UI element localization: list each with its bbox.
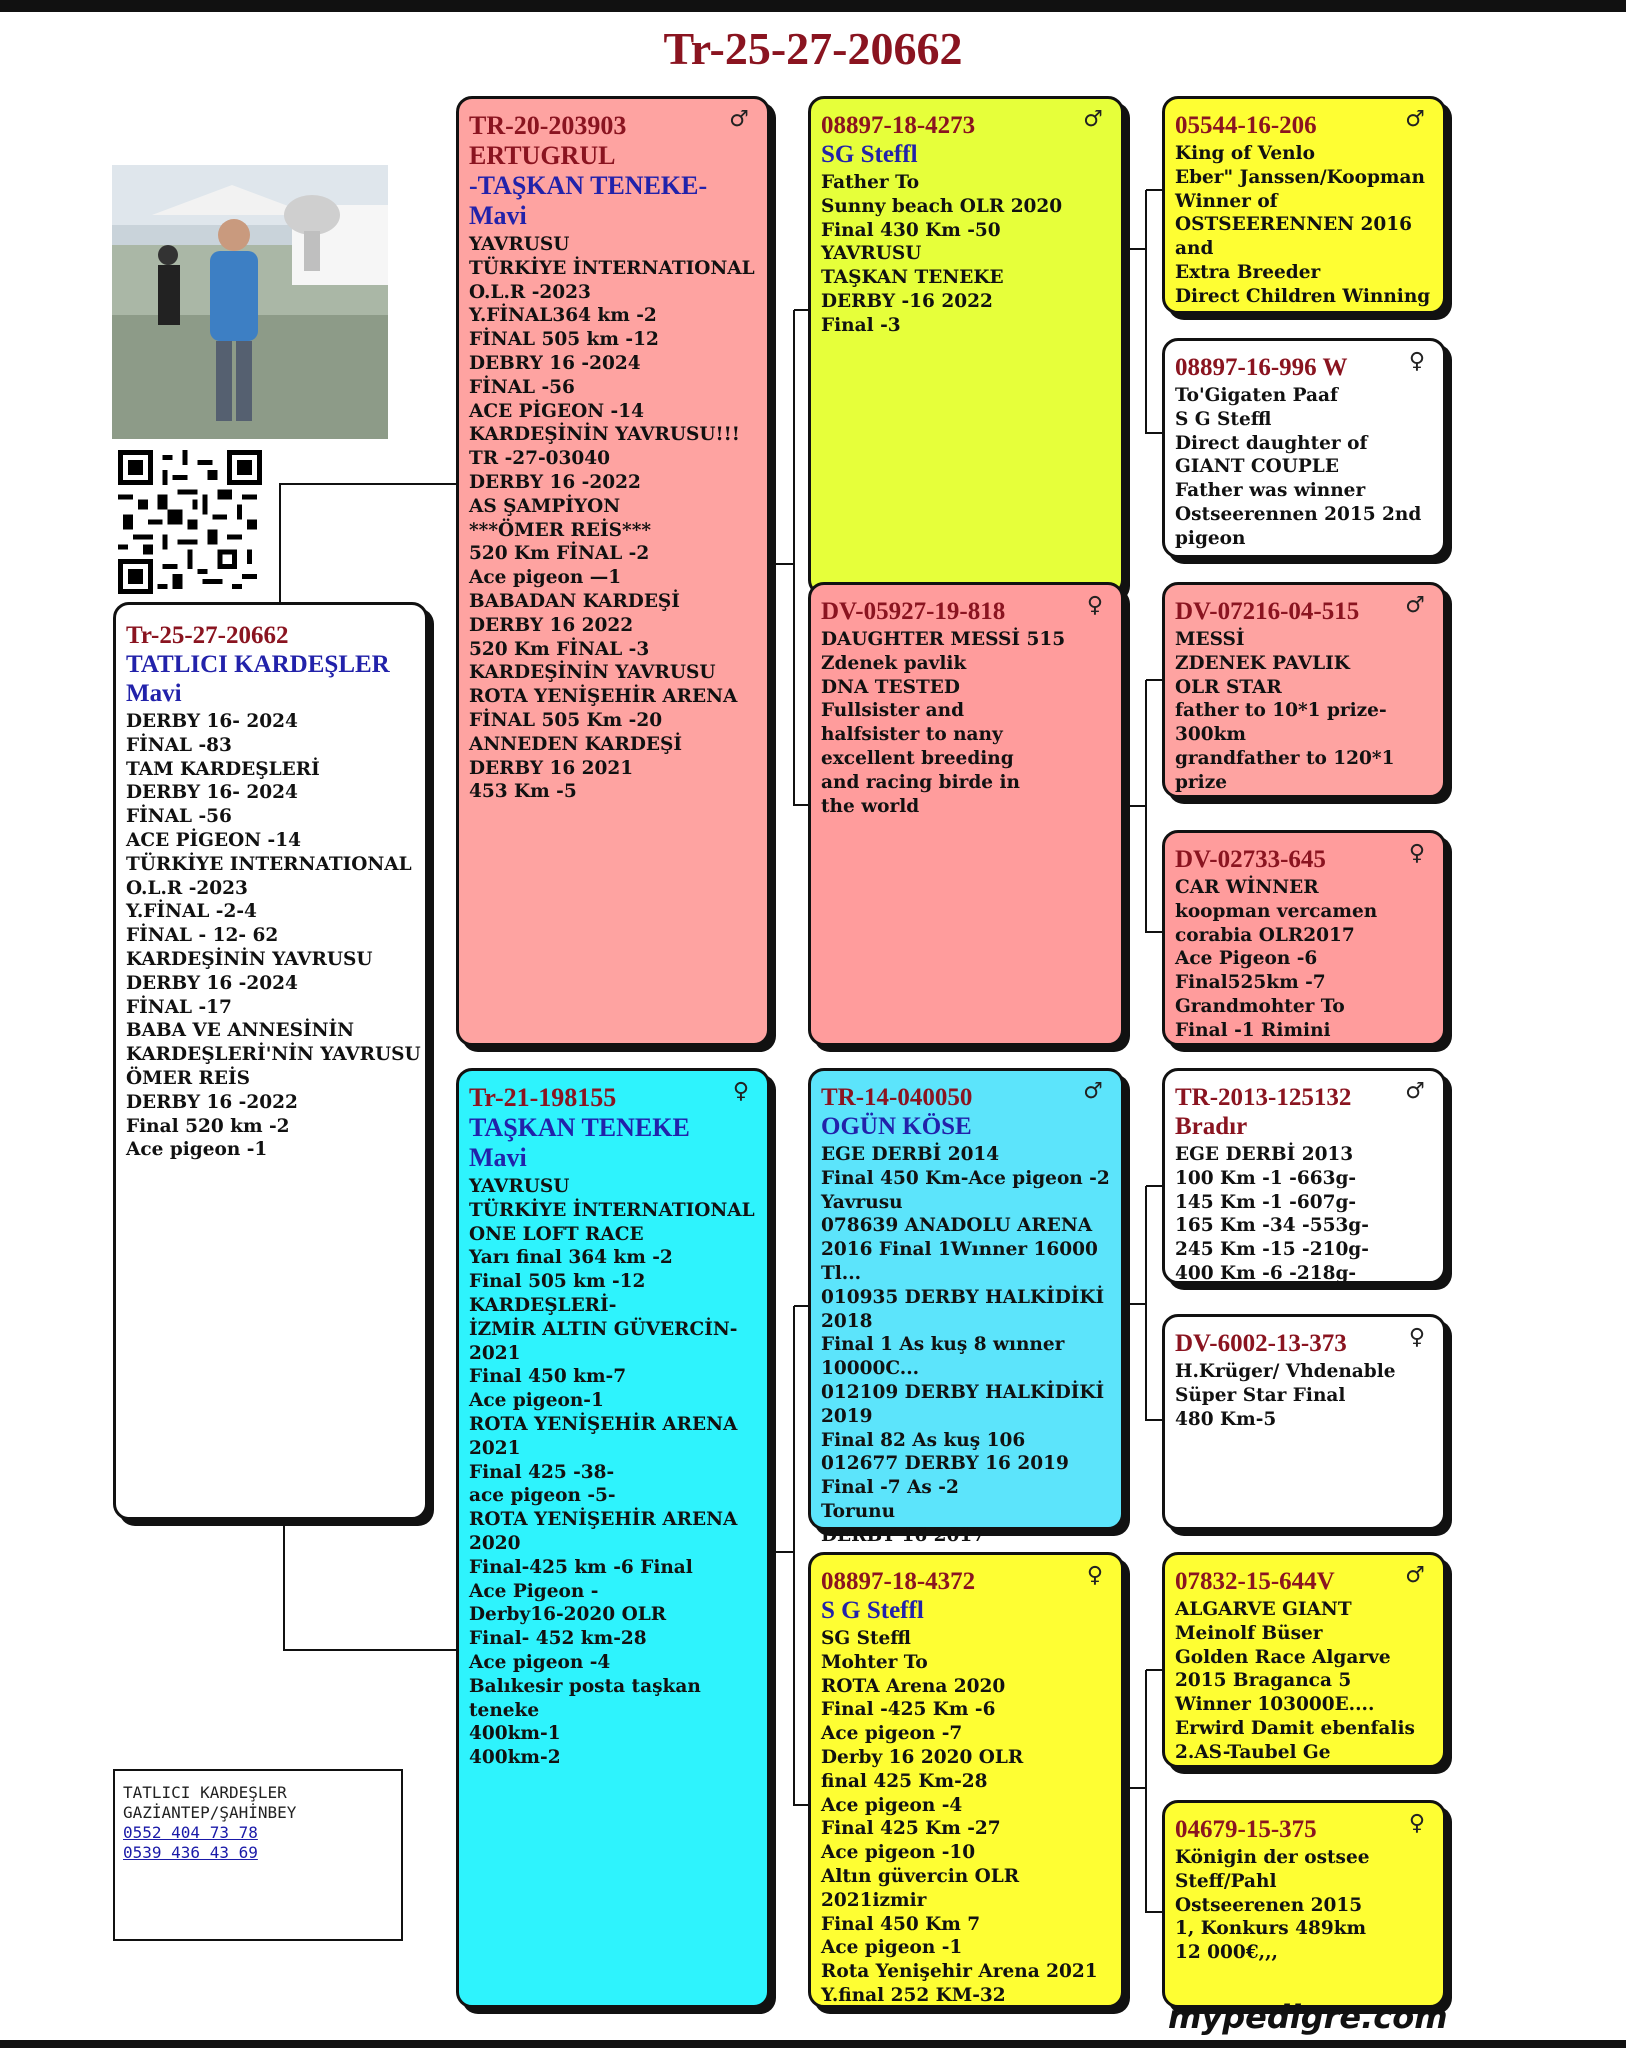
note-line: DEBRY 16 -2024 xyxy=(469,352,641,374)
ddd-card[interactable] xyxy=(1162,1800,1446,2008)
ring-number: 05544-16-206 xyxy=(1175,112,1317,139)
note-line: Steff/Pahl xyxy=(1175,1870,1277,1892)
note-line: ROTA YENİŞEHİR ARENA xyxy=(469,1509,738,1531)
notes xyxy=(1175,142,1433,309)
note-line: prize xyxy=(1175,771,1227,793)
subject-card[interactable] xyxy=(113,602,428,1520)
subject-name: TATLICI KARDEŞLER xyxy=(126,651,390,678)
note-line: OSTSEERENNEN 2016 xyxy=(1175,214,1413,236)
female-icon: ♀ xyxy=(1408,349,1425,374)
note-line: 400km-2 xyxy=(469,1747,561,1769)
note-line: MESSİ xyxy=(1175,629,1245,650)
note-line: ANNEDEN KARDEŞİ xyxy=(469,733,682,755)
note-line: Ace Pigeon -6 xyxy=(1175,948,1318,970)
note-line: Y.final 252 KM-32 xyxy=(821,1984,1006,2006)
note-line: Ace Pigeon - xyxy=(469,1580,599,1602)
note-line: corabia OLR2017 xyxy=(1175,924,1355,946)
note-line: DERBY 16 2017 xyxy=(821,1524,986,1546)
note-line: Derby 16 2020 OLR xyxy=(821,1746,1024,1768)
note-line: Y.FİNAL364 km -2 xyxy=(469,305,657,327)
note-line: KARDEŞİNİN YAVRUSU!!! xyxy=(469,424,740,446)
note-line: 2019 xyxy=(821,1405,873,1427)
notes xyxy=(1175,1143,1433,1286)
note-line: pigeon xyxy=(1175,527,1246,549)
bird-name: Bradır xyxy=(1175,1113,1248,1140)
note-line: DERBY -16 2022 xyxy=(821,290,993,312)
qr-code xyxy=(118,450,262,594)
female-icon: ♀ xyxy=(1408,1325,1425,1350)
note-line: Father To xyxy=(821,172,920,193)
note-line: teneke xyxy=(469,1699,540,1721)
note-line: DERBY 16- 2024 xyxy=(126,782,298,804)
note-line: ONE LOFT RACE xyxy=(469,1223,644,1245)
note-line: 010935 DERBY HALKİDİKİ xyxy=(821,1286,1105,1308)
bird-name: S G Steffl xyxy=(821,1597,924,1624)
note-line: 100 Km -1 -663g- xyxy=(1175,1167,1357,1189)
page-title: Tr-25-27-20662 xyxy=(663,23,963,74)
owner-name: TATLICI KARDEŞLER xyxy=(123,1783,287,1802)
note-line: FİNAL 505 Km -20 xyxy=(469,709,663,731)
ring-number: 07832-15-644V xyxy=(1175,1568,1335,1595)
dss-card[interactable] xyxy=(1162,1068,1446,1284)
dam-card[interactable] xyxy=(456,1068,770,2008)
notes xyxy=(1175,1598,1433,1765)
note-line: and xyxy=(1175,238,1214,260)
ring-number: DV-05927-19-818 xyxy=(821,598,1006,625)
note-line: 1, Konkurs 489km xyxy=(1175,1918,1367,1940)
note-line: Sunny beach OLR 2020 xyxy=(821,195,1063,217)
female-icon: ♀ xyxy=(1408,1811,1425,1836)
note-line: Ace pigeon -10 xyxy=(821,1842,976,1864)
male-icon: ♂ xyxy=(1083,1079,1103,1104)
ring-number: DV-07216-04-515 xyxy=(1175,598,1360,625)
ring-number: 04679-15-375 xyxy=(1175,1816,1317,1843)
note-line: Extra Breeder xyxy=(1175,261,1321,283)
note-line: 453 Km -5 xyxy=(469,781,577,803)
note-line: Altın güvercin OLR xyxy=(821,1865,1020,1887)
note-line: ROTA YENİŞEHİR ARENA xyxy=(469,1413,738,1435)
note-line: TÜRKİYE INTERNATIONAL xyxy=(126,853,412,875)
note-line: King of Venlo xyxy=(1175,143,1315,164)
note-line: Final 82 As kuş 106 xyxy=(821,1429,1026,1451)
note-line: TÜRKİYE İNTERNATIONAL xyxy=(469,1199,755,1221)
note-line: Final -3 xyxy=(821,314,901,336)
male-icon: ♂ xyxy=(1405,1079,1425,1104)
note-line: KARDEŞİNİN YAVRUSU xyxy=(126,948,373,970)
note-line: Zdenek pavlik xyxy=(821,652,967,674)
note-line: ZDENEK PAVLIK xyxy=(1175,652,1350,674)
note-line: Fullsister and xyxy=(821,700,965,722)
note-line: Final -7 As -2 xyxy=(821,1477,959,1499)
bird-name: SG Steffl xyxy=(821,141,918,168)
note-line: Final-425 km -6 Final xyxy=(469,1556,693,1578)
subject-color: Mavi xyxy=(126,680,182,707)
note-line: DAUGHTER MESSİ 515 xyxy=(821,629,1066,650)
dsd-card[interactable] xyxy=(1162,1314,1446,1530)
note-line: FİNAL -17 xyxy=(126,996,232,1018)
note-line: Father was winner xyxy=(1175,480,1366,502)
sire-color: Mavi xyxy=(469,201,527,230)
note-line: To'Gigaten Paaf xyxy=(1175,385,1338,406)
note-line: KARDEŞLERİ'NİN YAVRUSU xyxy=(126,1044,421,1066)
sdd-card[interactable] xyxy=(1162,830,1446,1046)
ring-number: TR-2013-125132 xyxy=(1175,1084,1352,1111)
note-line: Final- 452 km-28 xyxy=(469,1628,647,1650)
note-line: YAVRUSU xyxy=(469,1176,570,1197)
note-line: Ace pigeon -1 xyxy=(126,1139,268,1161)
note-line: 300km xyxy=(1175,724,1247,746)
note-line: Ace pigeon -4 xyxy=(821,1794,963,1816)
note-line: SG Steffl xyxy=(821,1628,911,1649)
note-line: father to 10*1 prize- xyxy=(1175,700,1387,722)
note-line: H.Krüger/ Vhdenable xyxy=(1175,1361,1396,1382)
female-icon: ♀ xyxy=(1086,593,1103,618)
notes xyxy=(821,1143,1111,1548)
note-line: ÖMER REİS xyxy=(126,1067,250,1089)
note-line: 2016 Final 1Wınner 16000 xyxy=(821,1239,1098,1261)
note-line: Tl... xyxy=(821,1262,862,1284)
note-line: DERBY 16 -2024 xyxy=(126,972,298,994)
note-line: Final 425 -38- xyxy=(469,1461,615,1483)
male-icon: ♂ xyxy=(1405,593,1425,618)
note-line: FİNAL -56 xyxy=(126,806,232,828)
dam-name: TAŞKAN TENEKE xyxy=(469,1113,690,1142)
note-line: Direct daughter of xyxy=(1175,432,1368,454)
note-line: Final 450 Km 7 xyxy=(821,1913,981,1935)
ring-number: 08897-18-4372 xyxy=(821,1568,976,1595)
note-line: Ace pigeon -4 xyxy=(469,1651,611,1673)
female-icon: ♀ xyxy=(732,1079,749,1104)
note-line: ACE PİGEON -14 xyxy=(126,829,301,851)
note-line: Grandmohter To xyxy=(1175,995,1345,1017)
note-line: Ace pigeon —1 xyxy=(469,567,622,589)
note-line: Y.FİNAL -2-4 xyxy=(126,901,257,923)
ssd-card[interactable] xyxy=(1162,338,1446,558)
sss-card[interactable] xyxy=(1162,96,1446,314)
note-line: Final 450 km-7 xyxy=(469,1366,627,1388)
bird-name: OGÜN KÖSE xyxy=(821,1113,972,1140)
sire-name: ERTUGRUL xyxy=(469,141,616,170)
note-line: Yavrusu xyxy=(821,1191,903,1213)
note-line: FİNAL -83 xyxy=(126,734,232,756)
note-line: TR -27-03040 xyxy=(469,448,611,470)
notes xyxy=(1175,876,1433,1043)
note-line: BABA VE ANNESİNİN xyxy=(126,1020,355,1042)
note-line: grandfather to 120*1 xyxy=(1175,747,1395,769)
note-line: S G Steffl xyxy=(1175,408,1272,430)
note-line: Winner of xyxy=(1175,190,1278,212)
note-line: DERBY 16 -2022 xyxy=(469,471,641,493)
note-line: AS ŞAMPİYON xyxy=(469,495,621,517)
male-icon: ♂ xyxy=(1405,1563,1425,1588)
note-line: O.L.R -2023 xyxy=(469,281,591,303)
note-line: 2.AS-Taubel Ge xyxy=(1175,1741,1331,1763)
dam-notes xyxy=(469,1175,757,1770)
site-watermark: mypedigre.com xyxy=(1168,1998,1448,2036)
note-line: Torunu xyxy=(821,1500,896,1522)
note-line: ace pigeon -5- xyxy=(469,1485,616,1507)
note-line: Rota Yenişehir Arena 2021 xyxy=(821,1961,1098,1983)
note-line: 2018 xyxy=(821,1310,873,1332)
ring-number: DV-02733-645 xyxy=(1175,846,1326,873)
dam-ring-number: Tr-21-198155 xyxy=(469,1083,617,1112)
dam-color: Mavi xyxy=(469,1143,527,1172)
note-line: OLR STAR xyxy=(1175,676,1282,698)
note-line: 012677 DERBY 16 2019 xyxy=(821,1453,1069,1475)
female-icon: ♀ xyxy=(1086,1563,1103,1588)
ring-number: 08897-16-996 W xyxy=(1175,354,1348,381)
note-line: Final525km -7 xyxy=(1175,972,1326,994)
note-line: YAVRUSU xyxy=(821,243,922,265)
note-line: Final 505 km -12 xyxy=(469,1271,646,1293)
note-line: ROTA YENİŞEHİR ARENA xyxy=(469,686,738,708)
notes xyxy=(821,628,1111,818)
notes xyxy=(1175,384,1433,551)
note-line: Golden Race Algarve xyxy=(1175,1646,1391,1668)
note-line: Direct Children Winning xyxy=(1175,285,1431,307)
note-line: 2021 xyxy=(469,1437,521,1459)
note-line: 245 Km -15 -210g- xyxy=(1175,1239,1369,1261)
sire-sire-card[interactable] xyxy=(808,96,1124,596)
dam-sire-card[interactable] xyxy=(808,1068,1124,1546)
sire-dam-card[interactable] xyxy=(808,582,1124,1046)
note-line: the world xyxy=(821,795,920,817)
note-line: 2020 xyxy=(469,1532,521,1554)
note-line: FİNAL - 12- 62 xyxy=(126,925,279,947)
note-line: Final 520 km -2 xyxy=(126,1115,290,1137)
note-line: 400km-1 xyxy=(469,1723,561,1745)
note-line: ROTA Arena 2020 xyxy=(821,1675,1006,1697)
notes xyxy=(1175,1846,1433,1965)
note-line: DNA TESTED xyxy=(821,676,960,698)
note-line: DERBY 16 -2022 xyxy=(126,1091,298,1113)
note-line: halfsister to nany xyxy=(821,724,1003,746)
note-line: KARDEŞİNİN YAVRUSU xyxy=(469,662,716,684)
owner-photo xyxy=(112,165,388,439)
note-line: Ace pigeon-1 xyxy=(469,1390,604,1412)
note-line: Final -1 Rimini xyxy=(1175,1019,1331,1041)
note-line: İZMİR ALTIN GÜVERCİN- xyxy=(469,1318,738,1340)
sire-notes xyxy=(469,233,757,804)
note-line: 10000C... xyxy=(821,1358,920,1380)
note-line: Meinolf Büser xyxy=(1175,1622,1323,1644)
note-line: EGE DERBİ 2013 xyxy=(1175,1144,1354,1165)
note-line: DERBY 16- 2024 xyxy=(126,711,298,732)
note-line: DERBY 16 2021 xyxy=(469,757,634,779)
note-line: 480 Km-5 xyxy=(1175,1408,1277,1430)
notes xyxy=(1175,628,1433,795)
note-line: Ostseerennen 2015 2nd xyxy=(1175,503,1422,525)
note-line: 12 000€,,, xyxy=(1175,1942,1278,1964)
note-line: Balıkesir posta taşkan xyxy=(469,1675,701,1697)
notes xyxy=(821,1627,1111,2008)
note-line: and racing birde in xyxy=(821,771,1021,793)
note-line: 078639 ANADOLU ARENA xyxy=(821,1215,1093,1237)
dds-card[interactable] xyxy=(1162,1552,1446,1768)
male-icon: ♂ xyxy=(1083,107,1103,132)
note-line: Yarı final 364 km -2 xyxy=(469,1247,673,1269)
subject-notes xyxy=(126,710,421,1162)
ring-number: TR-14-040050 xyxy=(821,1084,973,1111)
note-line: KARDEŞLERİ- xyxy=(469,1294,617,1316)
subject-ring-number: Tr-25-27-20662 xyxy=(126,622,289,649)
note-line: 520 Km FİNAL -2 xyxy=(469,543,650,565)
note-line: CAR WİNNER xyxy=(1175,877,1319,898)
note-line: Ace pigeon -1 xyxy=(821,1937,963,1959)
note-line: final 425 Km-28 xyxy=(821,1770,988,1792)
sds-card[interactable] xyxy=(1162,582,1446,798)
note-line: DERBY 16 2022 xyxy=(469,614,634,636)
sire-ring-number: TR-20-203903 xyxy=(469,111,627,140)
phone-link[interactable]: 0552 404 73 78 xyxy=(123,1823,258,1842)
ring-number: 08897-18-4273 xyxy=(821,112,976,139)
note-line: Winner 103000E.... xyxy=(1175,1694,1375,1716)
note-line: O.L.R -2023 xyxy=(126,877,248,899)
male-icon: ♂ xyxy=(729,107,749,132)
note-line: ACE PİGEON -14 xyxy=(469,400,644,422)
note-line: FİNAL -56 xyxy=(469,376,575,398)
note-line: 165 Km -34 -553g- xyxy=(1175,1215,1369,1237)
note-line: Ace pigeon -7 xyxy=(821,1723,963,1745)
note-line: Final -425 Km -6 xyxy=(821,1699,996,1721)
note-line: 2021 xyxy=(469,1342,521,1364)
note-line: Final 1 As kuş 8 wınner xyxy=(821,1334,1065,1356)
note-line: TAM KARDEŞLERİ xyxy=(126,758,320,780)
sire-name-line2: -TAŞKAN TENEKE- xyxy=(469,171,708,200)
notes xyxy=(821,171,1111,338)
note-line: 400 Km -6 -218g- xyxy=(1175,1262,1357,1284)
note-line: TAŞKAN TENEKE xyxy=(821,267,1004,289)
note-line: koopman vercamen xyxy=(1175,900,1378,922)
note-line: 520 Km FİNAL -3 xyxy=(469,638,650,660)
note-line: Final 430 Km -50 xyxy=(821,219,1001,241)
note-line: Final 425 Km -27 xyxy=(821,1818,1001,1840)
note-line: excellent breeding xyxy=(821,747,1014,769)
note-line: Erwird Damit ebenfalis xyxy=(1175,1717,1415,1739)
note-line: Süper Star Final xyxy=(1175,1384,1346,1406)
note-line: Derby16-2020 OLR xyxy=(469,1604,667,1626)
note-line: 012109 DERBY HALKİDİKİ xyxy=(821,1381,1105,1403)
bottom-border xyxy=(0,2040,1626,2048)
owner-location: GAZİANTEP/ŞAHİNBEY xyxy=(123,1803,297,1822)
note-line: YAVRUSU xyxy=(469,234,570,255)
owner-contact-box xyxy=(113,1769,403,1941)
male-icon: ♂ xyxy=(1405,107,1425,132)
ring-number: DV-6002-13-373 xyxy=(1175,1330,1347,1357)
note-line: 145 Km -1 -607g- xyxy=(1175,1191,1357,1213)
note-line: BABADAN KARDEŞİ xyxy=(469,590,680,612)
dam-dam-card[interactable] xyxy=(808,1552,1124,2008)
note-line: Königin der ostsee xyxy=(1175,1847,1370,1868)
phone-link[interactable]: 0539 436 43 69 xyxy=(123,1843,258,1862)
sire-card[interactable] xyxy=(456,96,770,1046)
note-line: Mohter To xyxy=(821,1651,928,1673)
female-icon: ♀ xyxy=(1408,841,1425,866)
note-line: 2015 Braganca 5 xyxy=(1175,1670,1352,1692)
note-line: TÜRKİYE İNTERNATIONAL xyxy=(469,257,755,279)
note-line: FİNAL 505 km -12 xyxy=(469,329,659,351)
notes xyxy=(1175,1360,1433,1431)
note-line: ALGARVE GIANT xyxy=(1175,1599,1352,1620)
note-line: ***ÖMER REİS*** xyxy=(469,519,652,541)
note-line: 2021izmir xyxy=(821,1889,927,1911)
note-line: Final 450 Km-Ace pigeon -2 xyxy=(821,1167,1110,1189)
note-line: Eber" Janssen/Koopman xyxy=(1175,166,1425,188)
note-line: EGE DERBİ 2014 xyxy=(821,1144,1000,1165)
note-line: Ostseerenen 2015 xyxy=(1175,1894,1363,1916)
note-line: GIANT COUPLE xyxy=(1175,456,1339,478)
